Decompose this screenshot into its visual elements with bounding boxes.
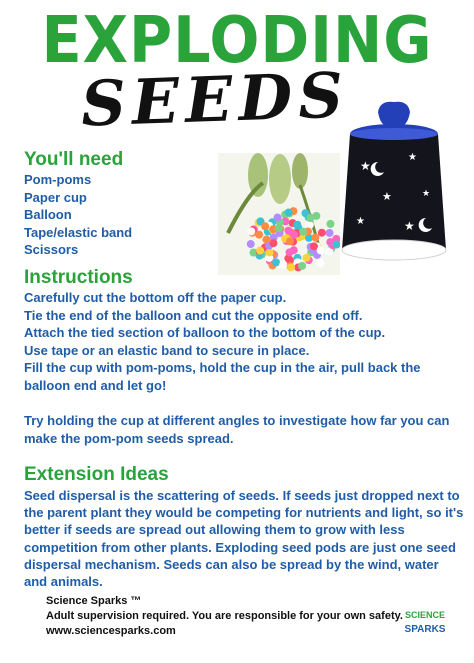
pompom-launcher-cup-image <box>338 100 450 270</box>
instruction-step: Carefully cut the bottom off the paper cup. <box>24 290 287 305</box>
page-title: EXPLODING <box>41 4 433 78</box>
list-item: Paper cup <box>24 189 87 205</box>
instructions-list <box>24 289 464 394</box>
list-item: Scissors <box>24 242 79 257</box>
svg-text:★: ★ <box>404 219 415 233</box>
science-sparks-logo <box>404 604 446 640</box>
footer-url[interactable]: www.sciencesparks.com <box>46 625 176 637</box>
logo-line-1: SCIENCE <box>404 610 446 620</box>
svg-text:★: ★ <box>360 159 371 173</box>
instruction-step: Use tape or an elastic band to secure in place. <box>24 342 310 358</box>
needs-heading: You'll need <box>24 149 124 170</box>
list-item: Balloon <box>24 207 72 222</box>
page-subtitle: SEEDS <box>79 58 351 141</box>
instructions-heading: Instructions <box>24 267 133 288</box>
svg-text:★: ★ <box>422 189 431 199</box>
needs-list <box>24 171 132 259</box>
logo-line-2: SPARKS <box>404 624 446 635</box>
instruction-step: Attach the tied section of balloon to the bottom of the cup. <box>24 325 386 340</box>
instruction-step: Tie the end of the balloon and cut the opposite end off. <box>24 307 363 323</box>
footer-safety: Adult supervision required. You are responsible for your own safety. <box>46 610 403 622</box>
extension-heading: Extension Ideas <box>24 464 169 485</box>
list-item: Pom-poms <box>24 172 92 187</box>
list-item: Tape/elastic band <box>24 224 133 240</box>
svg-text:★: ★ <box>382 190 392 203</box>
svg-text:★: ★ <box>356 216 365 227</box>
seed-pods-pompoms-photo <box>218 153 340 275</box>
footer <box>46 594 403 639</box>
instructions-tip: Try holding the cup at different angles to investigate how far you can make the pom-pom seeds spread. <box>24 413 450 446</box>
footer-brand: Science Sparks ™ <box>46 595 142 607</box>
extension-text: Seed dispersal is the scattering of seeds. If seeds just dropped next to the parent plant they would be competing for nutrients and light, so it's better if seeds are spread out allowing them to grow with less competition from other plants. Exploding seed pods are just one seed dispersal mechanism. Seeds can also be spread by the wind, water and animals. <box>24 488 464 590</box>
svg-text:★: ★ <box>408 152 417 163</box>
instruction-step: Fill the cup with pom-poms, hold the cup in the air, pull back the balloon end and let go! <box>24 360 421 393</box>
